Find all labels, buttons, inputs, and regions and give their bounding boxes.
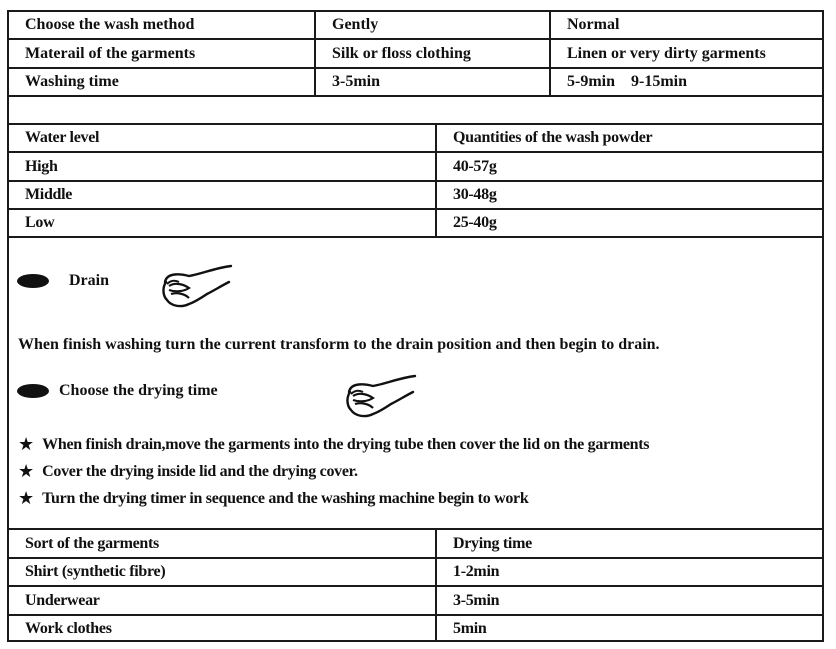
table-row <box>9 40 822 69</box>
table-header-cell: Water level <box>25 129 100 146</box>
table-cell: 5-9min 9-15min <box>549 69 822 95</box>
drain-description: When finish washing turn the current transform to the drain position and then begin to drain. <box>18 336 660 353</box>
table-row <box>9 616 822 642</box>
table-cell: 3-5min <box>435 587 822 614</box>
drying-step <box>18 461 358 482</box>
drain-title: Drain <box>69 272 109 289</box>
table-row <box>9 587 822 616</box>
table-header-cell: Drying time <box>435 530 822 557</box>
table-cell: Underwear <box>25 591 100 609</box>
drying-step-text: Cover the drying inside lid and the drying cover. <box>42 462 358 480</box>
table-row <box>9 182 822 210</box>
table-cell: Gently <box>314 12 549 38</box>
drying-title: Choose the drying time <box>59 382 218 399</box>
table-cell: Middle <box>25 186 73 203</box>
drying-heading <box>17 382 218 400</box>
drying-step <box>18 434 649 455</box>
pointing-hand-icon <box>159 264 235 310</box>
table-cell: Silk or floss clothing <box>314 40 549 67</box>
table-cell: Materail of the garments <box>25 44 196 62</box>
table-cell: Linen or very dirty garments <box>549 40 822 67</box>
star-icon: ★ <box>18 461 35 482</box>
table-row <box>9 210 822 238</box>
table-cell: 1-2min <box>435 559 822 585</box>
table-row <box>9 12 822 40</box>
table-cell: Work clothes <box>25 620 112 637</box>
table-row <box>9 153 822 182</box>
table-row <box>9 559 822 587</box>
table-header-cell: Sort of the garments <box>25 534 159 552</box>
table-cell: 25-40g <box>435 210 822 236</box>
black-oval-bullet-icon <box>17 384 49 398</box>
drying-step-text: Turn the drying timer in sequence and the washing machine begin to work <box>42 489 529 507</box>
table-cell: Shirt (synthetic fibre) <box>25 563 166 580</box>
table-header-row <box>9 530 822 559</box>
pointing-hand-icon <box>343 374 419 420</box>
table-cell: 40-57g <box>435 153 822 180</box>
table-cell: Washing time <box>25 73 119 90</box>
drain-heading <box>17 272 109 290</box>
table-cell: Normal <box>549 12 822 38</box>
drying-step <box>18 488 528 509</box>
instruction-page <box>7 10 824 642</box>
table-cell: High <box>25 157 58 175</box>
star-icon: ★ <box>18 434 35 455</box>
table-row <box>9 69 822 97</box>
table-cell: 5min <box>435 616 822 642</box>
table-cell: Choose the wash method <box>25 16 195 33</box>
black-oval-bullet-icon <box>17 274 49 288</box>
star-icon: ★ <box>18 488 35 509</box>
instructions-section <box>9 238 822 530</box>
spacer-row <box>9 97 822 125</box>
table-cell: Low <box>25 214 55 231</box>
table-header-cell: Quantities of the wash powder <box>435 125 822 151</box>
table-cell: 30-48g <box>435 182 822 208</box>
drying-step-text: When finish drain,move the garments into the drying tube then cover the lid on the garments <box>42 435 650 453</box>
table-cell: 3-5min <box>314 69 549 95</box>
table-header-row <box>9 125 822 153</box>
